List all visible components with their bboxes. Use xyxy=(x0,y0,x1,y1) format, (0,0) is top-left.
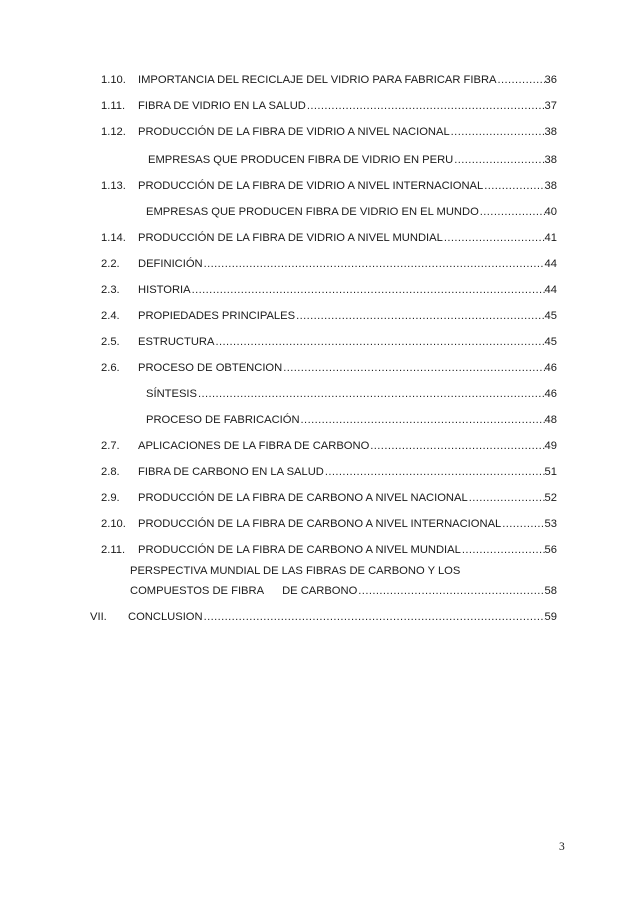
toc-leader-dots xyxy=(325,465,545,479)
toc-entry xyxy=(146,387,557,401)
toc-leader-dots xyxy=(498,73,545,87)
toc-entry-title: APLICACIONES DE LA FIBRA DE CARBONO xyxy=(138,440,370,452)
toc-entry-page: 46 xyxy=(544,388,557,400)
toc-entry-title: PROCESO DE OBTENCION xyxy=(138,362,283,374)
toc-leader-dots xyxy=(454,153,544,167)
toc-leader-dots xyxy=(469,491,545,505)
toc-leader-dots xyxy=(283,361,544,375)
toc-entry-page: 52 xyxy=(544,492,557,504)
toc-entry-number: 2.3. xyxy=(101,284,120,296)
toc-entry-number: 2.10. xyxy=(101,518,126,530)
toc-entry-number: 2.9. xyxy=(101,492,120,504)
toc-entry xyxy=(101,257,557,271)
toc-entry-title: FIBRA DE CARBONO EN LA SALUD xyxy=(138,466,324,478)
toc-leader-dots xyxy=(204,610,545,624)
toc-entry-title: PRODUCCIÓN DE LA FIBRA DE CARBONO A NIVEL NACIONAL xyxy=(138,492,468,504)
toc-leader-dots xyxy=(370,439,544,453)
toc-entry-number: 1.12. xyxy=(101,126,126,138)
toc-entry-title: PRODUCCIÓN DE LA FIBRA DE CARBONO A NIVEL INTERNACIONAL xyxy=(138,518,502,530)
toc-entry xyxy=(101,361,557,375)
toc-entry xyxy=(101,543,557,557)
toc-entry-number: 2.6. xyxy=(101,362,120,374)
toc-entry-title: CONCLUSION xyxy=(128,611,203,623)
toc-entry-page: 46 xyxy=(544,362,557,374)
toc-entry-number: 2.11. xyxy=(101,544,126,556)
toc-entry-title: DE CARBONO xyxy=(282,585,358,597)
toc-entry-number: 2.4. xyxy=(101,310,120,322)
toc-leader-dots xyxy=(192,283,545,297)
toc-entry-title: PERSPECTIVA MUNDIAL DE LAS FIBRAS DE CARBONO Y LOS xyxy=(130,565,461,577)
toc-entry xyxy=(101,73,557,87)
toc-entry-title: COMPUESTOS DE FIBRA xyxy=(130,585,265,597)
toc-entry-title: DEFINICIÓN xyxy=(138,258,203,270)
toc-leader-dots xyxy=(462,543,545,557)
toc-entry-title: PRODUCCIÓN DE LA FIBRA DE VIDRIO A NIVEL MUNDIAL xyxy=(138,232,443,244)
page-number: 3 xyxy=(559,841,565,853)
toc-leader-dots xyxy=(198,387,545,401)
toc-entry xyxy=(101,335,557,349)
toc-entry-page: 44 xyxy=(544,284,557,296)
toc-entry-page: 38 xyxy=(544,154,557,166)
toc-entry xyxy=(101,99,557,113)
toc-entry-page: 38 xyxy=(544,180,557,192)
toc-leader-dots xyxy=(484,179,544,193)
toc-entry-title: EMPRESAS QUE PRODUCEN FIBRA DE VIDRIO EN PERU xyxy=(148,154,454,166)
toc-entry-title: PRODUCCIÓN DE LA FIBRA DE VIDRIO A NIVEL INTERNACIONAL xyxy=(138,180,484,192)
toc-entry-page: 37 xyxy=(544,100,557,112)
toc-entry-page: 53 xyxy=(544,518,557,530)
toc-leader-dots xyxy=(502,517,544,531)
toc-entry-title: PRODUCCIÓN DE LA FIBRA DE CARBONO A NIVEL MUNDIAL xyxy=(138,544,461,556)
toc-entry-perspectiva-line1 xyxy=(130,564,460,578)
toc-entry-number: VII. xyxy=(90,611,107,623)
toc-entry-page: 59 xyxy=(544,611,557,623)
toc-entry-perspectiva-line2 xyxy=(130,584,557,598)
toc-entry xyxy=(101,491,557,505)
toc-entry-page: 38 xyxy=(544,126,557,138)
toc-entry-number: 2.5. xyxy=(101,336,120,348)
toc-entry-title: PROPIEDADES PRINCIPALES xyxy=(138,310,296,322)
toc-leader-dots xyxy=(307,99,545,113)
toc-leader-dots xyxy=(215,335,544,349)
toc-entry xyxy=(101,309,557,323)
toc-entry-number: 1.13. xyxy=(101,180,126,192)
toc-entry xyxy=(146,205,557,219)
toc-entry-number: 1.10. xyxy=(101,74,126,86)
toc-entry-page: 40 xyxy=(544,206,557,218)
toc-entry-title: ESTRUCTURA xyxy=(138,336,215,348)
toc-entry-title: IMPORTANCIA DEL RECICLAJE DEL VIDRIO PARA FABRICAR FIBRA xyxy=(138,74,497,86)
toc-entry-page: 58 xyxy=(544,585,557,597)
toc-entry-conclusion xyxy=(90,610,557,624)
toc-entry-page: 51 xyxy=(544,466,557,478)
toc-entry-page: 48 xyxy=(544,414,557,426)
toc-leader-dots xyxy=(444,231,545,245)
toc-entry xyxy=(101,465,557,479)
toc-entry-number: 2.8. xyxy=(101,466,120,478)
toc-entry-number: 2.7. xyxy=(101,440,120,452)
toc-entry xyxy=(101,179,557,193)
toc-entry-title: SÍNTESIS xyxy=(146,388,197,400)
toc-entry-title: FIBRA DE VIDRIO EN LA SALUD xyxy=(138,100,306,112)
toc-leader-dots xyxy=(480,205,545,219)
toc-entry-title: EMPRESAS QUE PRODUCEN FIBRA DE VIDRIO EN EL MUNDO xyxy=(146,206,479,218)
toc-entry xyxy=(101,231,557,245)
toc-entry-number: 1.14. xyxy=(101,232,126,244)
toc-entry-page: 45 xyxy=(544,310,557,322)
toc-entry xyxy=(101,439,557,453)
toc-entry xyxy=(101,125,557,139)
toc-entry-page: 41 xyxy=(544,232,557,244)
toc-leader-dots xyxy=(358,584,544,598)
toc-entry xyxy=(101,283,557,297)
toc-leader-dots xyxy=(301,413,545,427)
toc-leader-dots xyxy=(451,125,545,139)
toc-leader-dots xyxy=(296,309,544,323)
toc-entry-title: PROCESO DE FABRICACIÓN xyxy=(146,414,300,426)
toc-entry-number: 2.2. xyxy=(101,258,120,270)
toc-entry-page: 36 xyxy=(544,74,557,86)
toc-entry xyxy=(101,517,557,531)
toc-entry xyxy=(148,153,557,167)
toc-entry-page: 56 xyxy=(544,544,557,556)
toc-entry xyxy=(146,413,557,427)
toc-entry-title: HISTORIA xyxy=(138,284,191,296)
toc-entry-page: 49 xyxy=(544,440,557,452)
toc-entry-title: PRODUCCIÓN DE LA FIBRA DE VIDRIO A NIVEL NACIONAL xyxy=(138,126,450,138)
toc-entry-page: 44 xyxy=(544,258,557,270)
toc-entry-page: 45 xyxy=(544,336,557,348)
toc-entry-number: 1.11. xyxy=(101,100,126,112)
toc-leader-dots xyxy=(204,257,545,271)
